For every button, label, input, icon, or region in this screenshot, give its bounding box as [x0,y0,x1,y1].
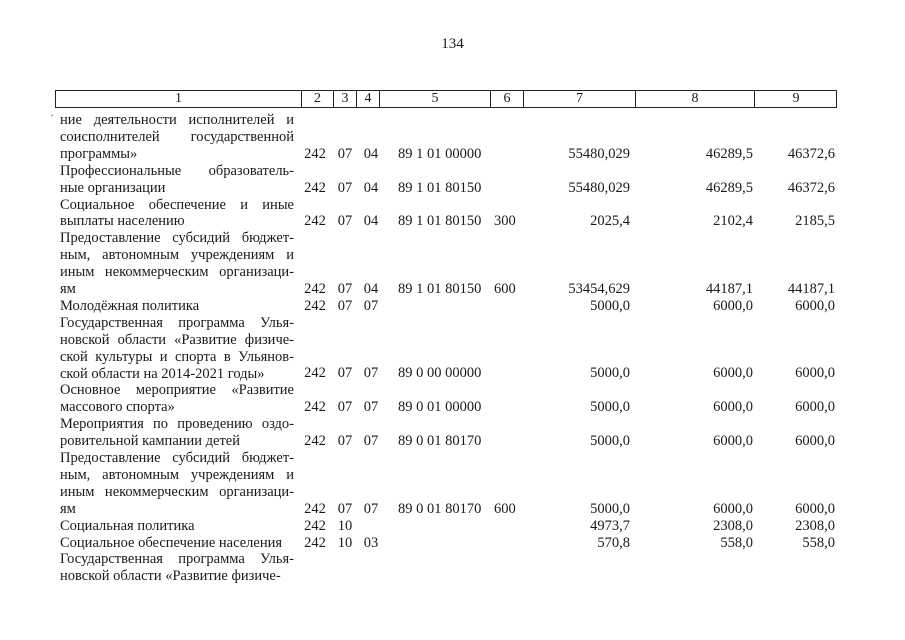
value-col9: 6000,0 [795,500,835,517]
value-col7: 570,8 [597,534,630,551]
row-description [60,230,294,298]
table-row [0,197,905,231]
value-col8: 6000,0 [713,365,753,382]
value-col9: 44187,1 [787,280,835,297]
value-col8: 2102,4 [713,213,753,230]
header-cell-2: 2 [301,91,333,107]
section-code: 07 [337,280,353,297]
table-row [0,416,905,450]
description-line: Профессиональные образователь- [60,162,294,179]
value-col8: 46289,5 [705,145,753,162]
value-col7: 4973,7 [590,517,630,534]
row-description [60,298,294,315]
target-code: 89 0 00 00000 [398,365,482,382]
description-line: ям [60,500,76,517]
ministry-code: 242 [304,297,326,314]
description-line: массового спорта» [60,399,175,416]
expense-type: 300 [494,213,516,230]
section-code: 07 [337,399,353,416]
value-col7: 55480,029 [568,145,630,162]
description-line: Мероприятия по проведению оздо- [60,416,294,433]
value-col7: 5000,0 [590,365,630,382]
page-number: 134 [441,36,464,52]
ministry-code: 242 [304,213,326,230]
value-col7: 5000,0 [590,399,630,416]
table-row [0,535,905,552]
section-code: 07 [337,297,353,314]
row-description [60,382,294,416]
ministry-code: 242 [304,145,326,162]
value-col8: 6000,0 [713,297,753,314]
target-code: 89 1 01 80150 [398,179,482,196]
header-cell-3: 3 [333,91,356,107]
value-col7: 55480,029 [568,179,630,196]
subsection-code: 04 [363,179,379,196]
table-header [55,90,837,108]
description-line: Государственная программа Улья- [60,551,294,568]
ministry-code: 242 [304,500,326,517]
subsection-code: 04 [363,145,379,162]
table-row [0,112,905,163]
section-code: 07 [337,213,353,230]
section-code: 10 [337,534,353,551]
description-line: новской области «Развитие физиче- [60,568,281,585]
target-code: 89 0 01 00000 [398,399,482,416]
expense-type: 600 [494,500,516,517]
section-code: 07 [337,500,353,517]
ministry-code: 242 [304,280,326,297]
section-code: 07 [337,179,353,196]
target-code: 89 1 01 80150 [398,280,482,297]
description-line: Социальная политика [60,517,195,534]
description-line: выплаты населению [60,213,185,230]
value-col7: 5000,0 [590,433,630,450]
value-col7: 5000,0 [590,297,630,314]
ministry-code: 242 [304,534,326,551]
subsection-code: 04 [363,280,379,297]
value-col9: 6000,0 [795,297,835,314]
subsection-code: 07 [363,297,379,314]
row-description [60,315,294,383]
header-cell-9: 9 [754,91,837,107]
value-col9: 6000,0 [795,399,835,416]
value-col8: 2308,0 [713,517,753,534]
row-description [60,551,294,585]
header-cell-6: 6 [490,91,523,107]
header-cell-5: 5 [379,91,490,107]
target-code: 89 0 01 80170 [398,500,482,517]
value-col9: 558,0 [802,534,835,551]
value-col8: 6000,0 [713,500,753,517]
description-line: Предоставление субсидий бюджет- [60,450,294,466]
value-col8: 6000,0 [713,399,753,416]
value-col9: 2308,0 [795,517,835,534]
value-col7: 53454,629 [568,280,630,297]
subsection-code: 07 [363,365,379,382]
description-line: Государственная программа Улья- [60,314,294,331]
description-line: Основное мероприятие «Развитие [60,382,294,399]
table-row [0,230,905,298]
subsection-code: 04 [363,213,379,230]
table-row [0,551,905,585]
row-description [60,416,294,450]
section-code: 07 [337,433,353,450]
target-code: 89 1 01 00000 [398,145,482,162]
value-col9: 6000,0 [795,433,835,450]
table-row [0,315,905,383]
description-line: ской области на 2014-2021 годы» [60,365,265,382]
section-code: 07 [337,365,353,382]
scan-mark: ´ [50,112,54,126]
value-col9: 6000,0 [795,365,835,382]
subsection-code: 07 [363,399,379,416]
value-col7: 2025,4 [590,213,630,230]
ministry-code: 242 [304,365,326,382]
expense-type: 600 [494,280,516,297]
ministry-code: 242 [304,433,326,450]
header-cell-1: 1 [175,91,182,106]
description-line: иным некоммерческим организаци- [60,264,294,281]
description-line: ние деятельности исполнителей и [60,112,294,128]
description-line: Молодёжная политика [60,297,200,314]
description-line: программы» [60,145,138,162]
ministry-code: 242 [304,517,326,534]
description-line: ровительной кампании детей [60,433,241,450]
header-cell-8: 8 [635,91,754,107]
table-row [0,450,905,518]
subsection-code: 03 [363,534,379,551]
row-description [60,518,294,535]
target-code: 89 1 01 80150 [398,213,482,230]
value-col9: 46372,6 [787,145,835,162]
header-cell-4: 4 [356,91,379,107]
table-row [0,518,905,535]
table-row [0,298,905,315]
description-line: ской культуры и спорта в Ульянов- [60,348,294,365]
row-description [60,450,294,518]
table-row [0,163,905,197]
value-col7: 5000,0 [590,500,630,517]
section-code: 10 [337,517,353,534]
value-col8: 46289,5 [705,179,753,196]
ministry-code: 242 [304,399,326,416]
row-description [60,535,294,552]
value-col8: 558,0 [720,534,753,551]
section-code: 07 [337,145,353,162]
value-col8: 44187,1 [705,280,753,297]
description-line: ным, автономным учреждениям и [60,247,294,264]
value-col9: 2185,5 [795,213,835,230]
row-description [60,163,294,197]
subsection-code: 07 [363,433,379,450]
value-col8: 6000,0 [713,433,753,450]
table-row [0,382,905,416]
row-description [60,112,294,163]
subsection-code: 07 [363,500,379,517]
description-line: Социальное обеспечение и иные [60,196,294,213]
value-col9: 46372,6 [787,179,835,196]
header-cell-7: 7 [523,91,635,107]
description-line: Предоставление субсидий бюджет- [60,230,294,247]
ministry-code: 242 [304,179,326,196]
description-line: новской области «Развитие физиче- [60,331,294,348]
description-line: иным некоммерческим организаци- [60,483,294,500]
description-line: Социальное обеспечение населения [60,534,283,551]
description-line: соисполнителей государственной [60,128,294,145]
row-description [60,197,294,231]
description-line: ным, автономным учреждениям и [60,466,294,483]
description-line: ные организации [60,179,166,196]
target-code: 89 0 01 80170 [398,433,482,450]
description-line: ям [60,281,76,298]
